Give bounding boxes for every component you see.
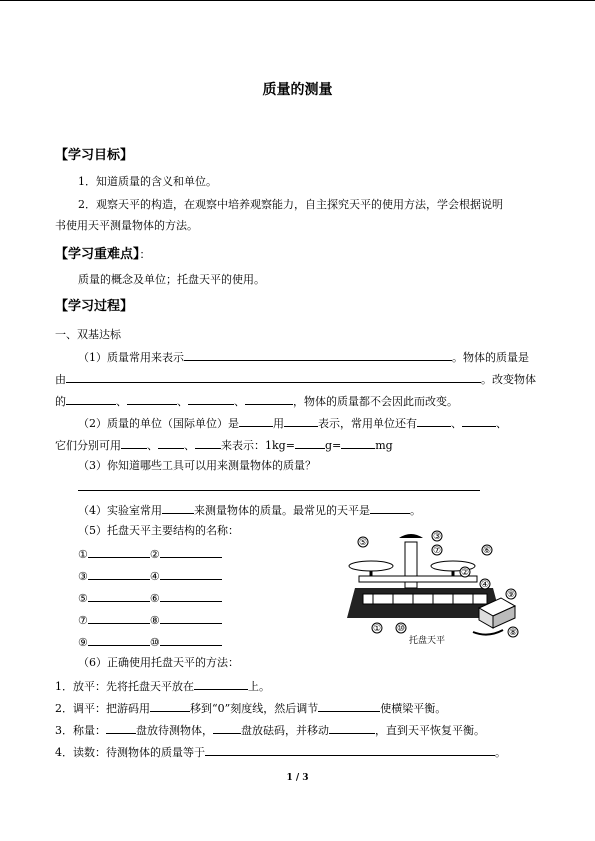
figure-label: ⑩ <box>396 624 406 634</box>
goal-2-line-2: 书使用天平测量物体的方法。 <box>55 219 198 232</box>
question-2-line-1: （2）质量的单位（国际单位）是 用 表示，常用单位还有 、 、 <box>78 417 507 430</box>
blank[interactable] <box>160 546 222 558</box>
question-4: （4）实验室常用 来测量物体的质量。最常见的天平是 。 <box>78 504 421 517</box>
top-border <box>0 0 595 1</box>
figure-label: ⑨ <box>506 590 516 600</box>
blank[interactable] <box>106 722 136 734</box>
blank[interactable] <box>194 678 248 690</box>
blank[interactable] <box>88 612 150 624</box>
blank[interactable] <box>160 568 222 580</box>
blank[interactable] <box>88 634 150 646</box>
balance-beam <box>359 576 477 582</box>
key-points-text: 质量的概念及单位；托盘天平的使用。 <box>78 273 265 286</box>
goal-2-line-1: 2．观察天平的构造，在观察中培养观察能力，自主探究天平的使用方法，学会根据说明 <box>78 198 503 211</box>
figure-label: ④ <box>480 580 490 590</box>
blank[interactable] <box>160 590 222 602</box>
step-2: 2．调平：把游码用 移到“0”刻度线，然后调节 使横梁平衡。 <box>55 702 447 715</box>
answer-line[interactable] <box>78 490 480 491</box>
blank[interactable] <box>318 700 380 712</box>
blank[interactable] <box>295 437 325 449</box>
balance-figure <box>343 528 523 646</box>
structure-row-1: ① ② <box>78 546 222 562</box>
blank[interactable] <box>66 371 481 383</box>
blank[interactable] <box>329 722 375 734</box>
step-3: 3．称量： 盘放待测物体， 盘放砝码，并移动 ，直到天平恢复平衡。 <box>55 724 485 737</box>
question-1-line-3: 的 、 、 、 ，物体的质量都不会因此而改变。 <box>55 395 458 408</box>
blank[interactable] <box>188 393 234 405</box>
figure-label: ⑤ <box>358 538 368 548</box>
blank[interactable] <box>160 634 222 646</box>
key-points-heading: 【学习重难点】： <box>55 247 151 262</box>
blank[interactable] <box>239 415 273 427</box>
blank[interactable] <box>158 437 184 449</box>
question-3: （3）你知道哪些工具可以用来测量物体的质量？ <box>78 459 316 472</box>
structure-row-5: ⑨ ⑩ <box>78 634 222 650</box>
figure-caption: 托盘天平 <box>408 636 446 646</box>
step-1: 1．放平：先将托盘天平放在 上。 <box>55 680 270 693</box>
blank[interactable] <box>66 393 116 405</box>
blank[interactable] <box>184 349 452 361</box>
figure-label: ② <box>460 568 470 578</box>
goal-1: 1．知道质量的含义和单位。 <box>78 175 217 188</box>
blank[interactable] <box>162 502 194 514</box>
blank[interactable] <box>245 393 293 405</box>
blank[interactable] <box>160 612 222 624</box>
blank[interactable] <box>121 437 147 449</box>
blank[interactable] <box>370 502 410 514</box>
part-1-heading: 一、双基达标 <box>55 328 121 341</box>
blank[interactable] <box>341 437 375 449</box>
figure-label: ③ <box>432 532 442 542</box>
blank[interactable] <box>213 722 241 734</box>
question-1-line-1: （1）质量常用来表示 。物体的质量是 <box>78 351 529 364</box>
blank[interactable] <box>127 393 177 405</box>
figure-label: ⑥ <box>482 546 492 556</box>
blank[interactable] <box>150 700 190 712</box>
process-heading: 【学习过程】 <box>55 299 134 314</box>
blank[interactable] <box>284 415 318 427</box>
question-5: （5）托盘天平主要结构的名称： <box>78 524 239 537</box>
figure-label: ⑧ <box>508 628 518 638</box>
blank[interactable] <box>88 590 150 602</box>
question-6: （6）正确使用托盘天平的方法： <box>78 656 239 669</box>
goals-heading: 【学习目标】 <box>55 148 134 163</box>
balance-scale-bar <box>363 594 487 604</box>
step-4: 4．读数：待测物体的质量等于 。 <box>55 746 506 759</box>
structure-row-2: ③ ④ <box>78 568 222 584</box>
question-1-line-2: 由 。改变物体 <box>55 373 536 386</box>
blank[interactable] <box>195 437 221 449</box>
left-pan <box>349 561 393 571</box>
question-2-line-2: 它们分别可用 、 、 来表示：1kg= g= mg <box>55 439 393 452</box>
blank[interactable] <box>88 546 150 558</box>
structure-row-3: ⑤ ⑥ <box>78 590 222 606</box>
blank[interactable] <box>417 415 451 427</box>
figure-label: ⑦ <box>432 546 442 556</box>
blank[interactable] <box>205 744 495 756</box>
page-title: 质量的测量 <box>262 82 333 98</box>
page-number: 1 / 3 <box>286 773 309 783</box>
balance-pointer-top <box>399 534 423 538</box>
figure-label: ① <box>372 624 382 634</box>
blank[interactable] <box>88 568 150 580</box>
blank[interactable] <box>462 415 496 427</box>
structure-row-4: ⑦ ⑧ <box>78 612 222 628</box>
tweezers <box>473 630 503 635</box>
